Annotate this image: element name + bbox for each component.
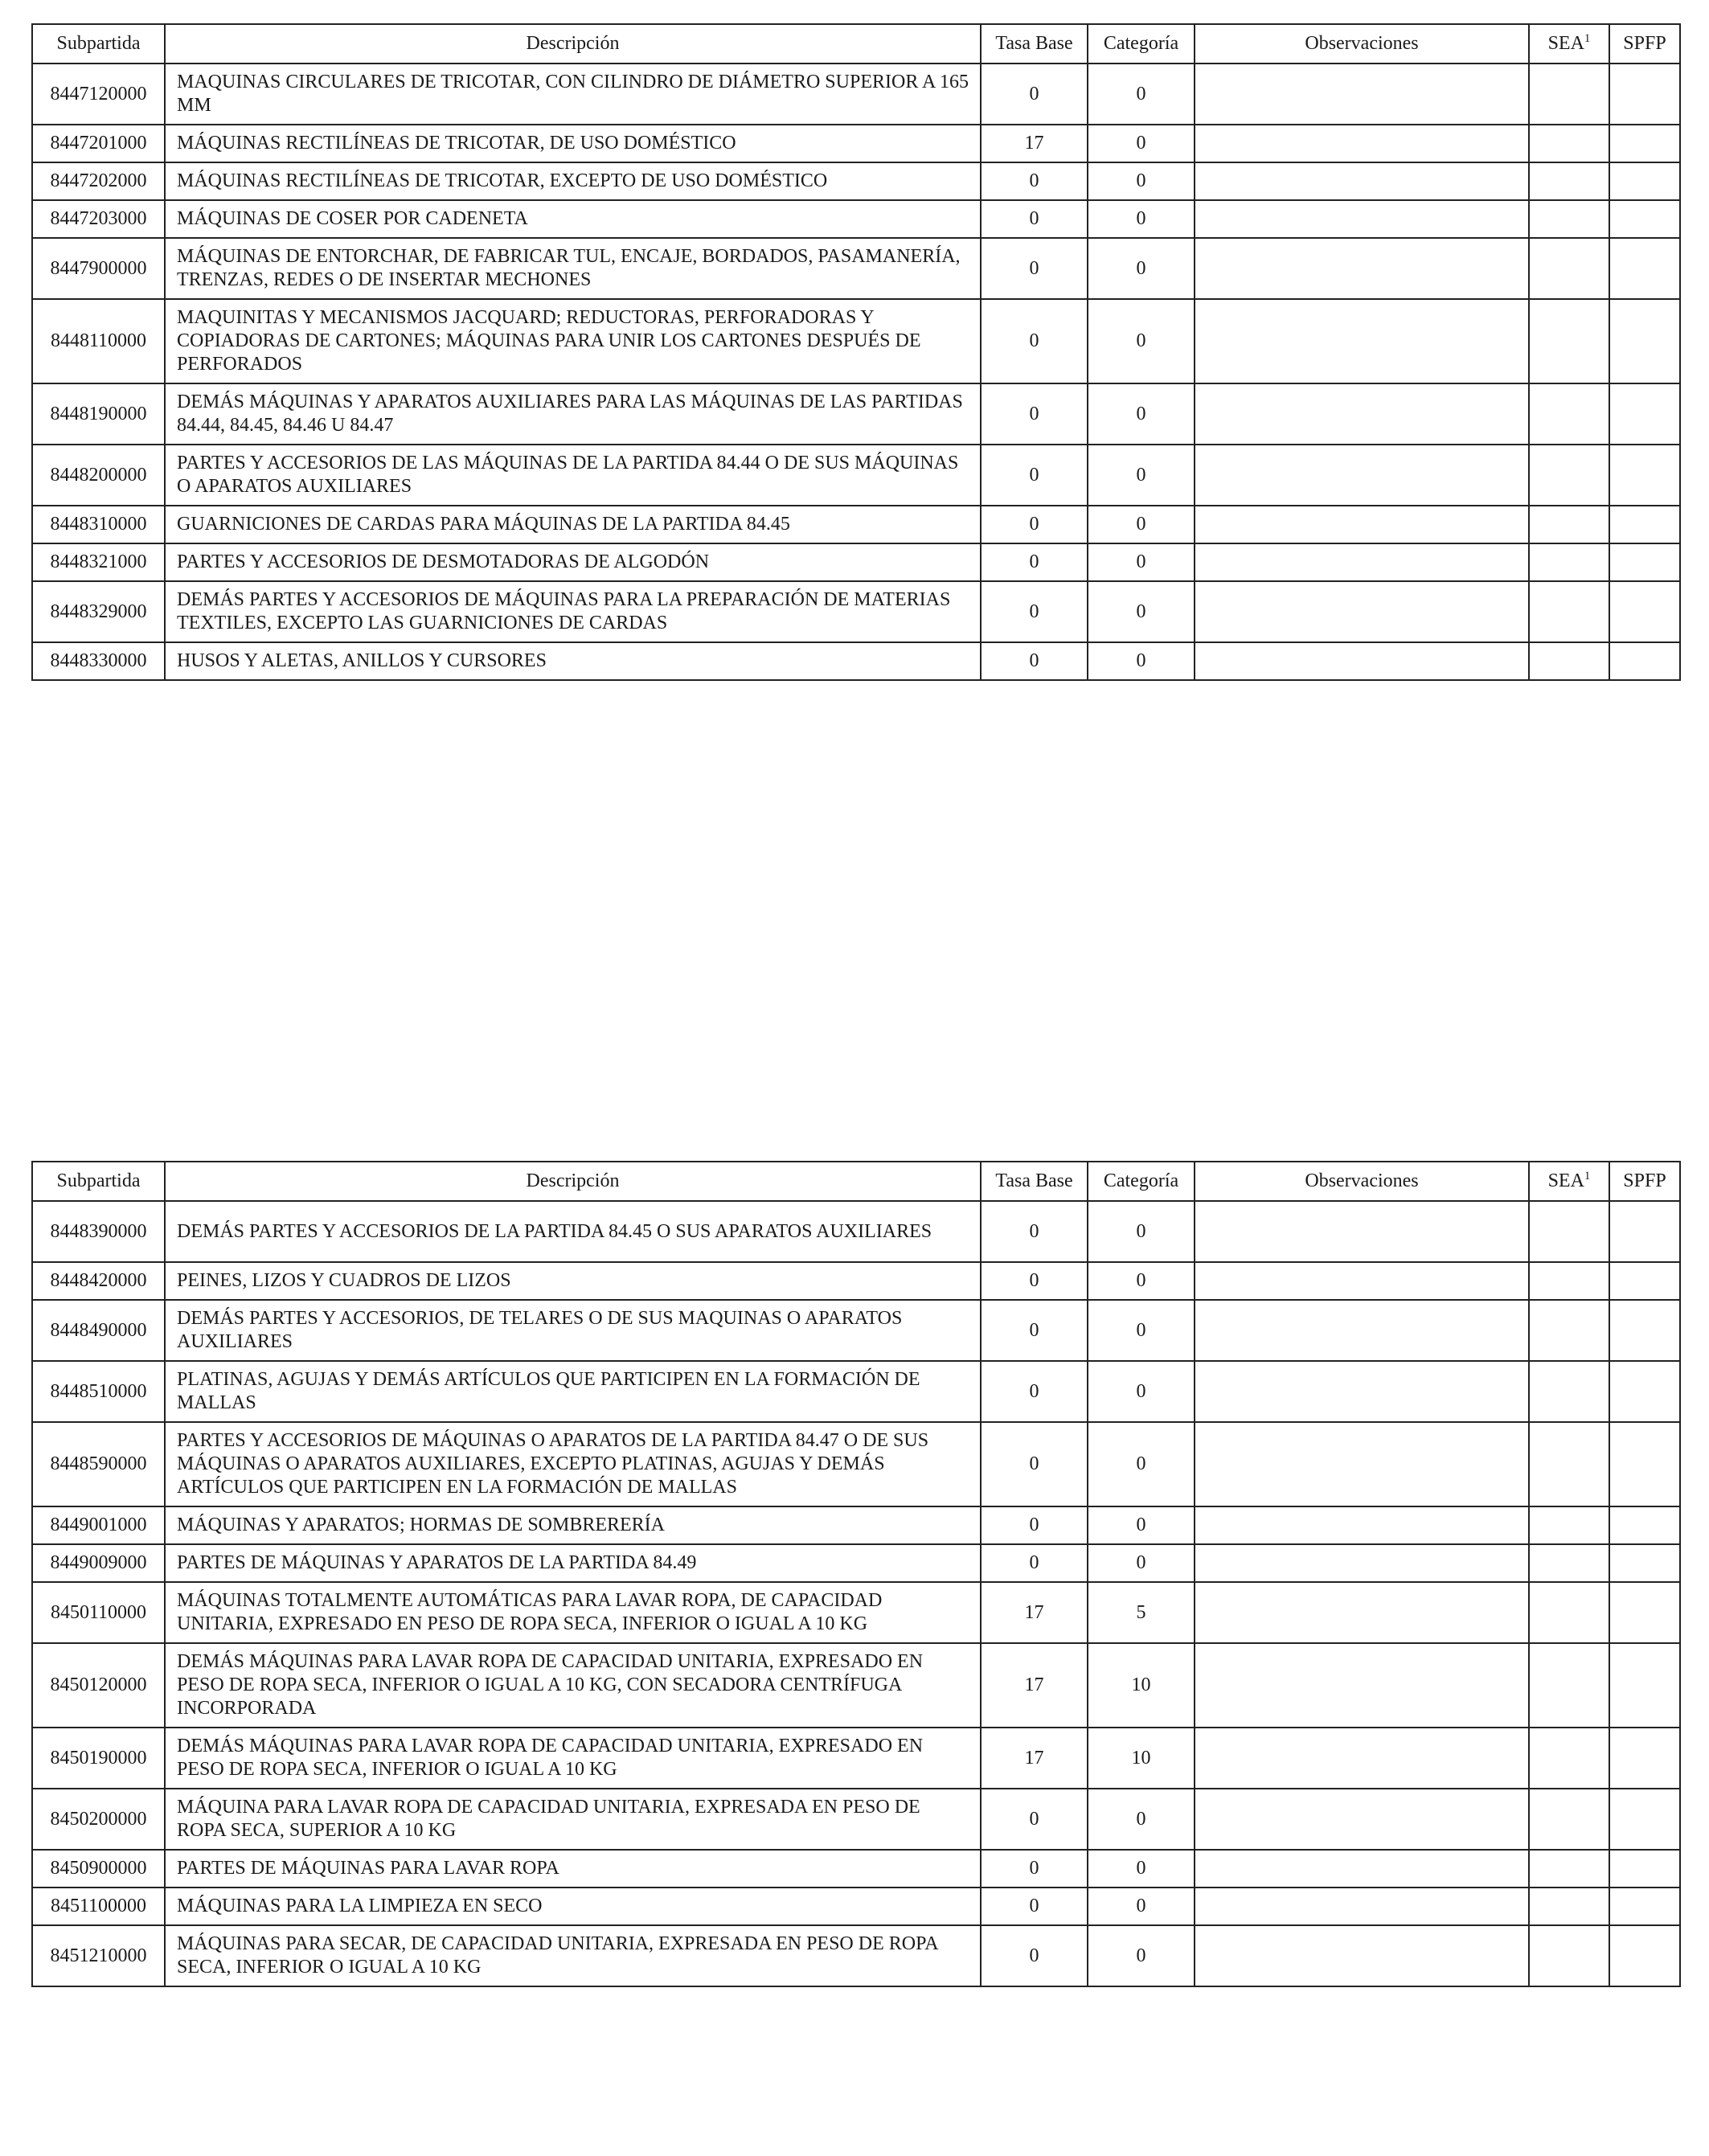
header-descripcion: Descripción: [165, 1162, 981, 1201]
header-tasa-base: Tasa Base: [981, 1162, 1088, 1201]
cell-sea: [1529, 200, 1609, 238]
cell-spfp: [1609, 543, 1680, 581]
cell-categoria: 0: [1088, 1506, 1195, 1544]
cell-subpartida: 8449001000: [32, 1506, 165, 1544]
cell-descripcion: MÁQUINAS TOTALMENTE AUTOMÁTICAS PARA LAVAR ROPA, DE CAPACIDAD UNITARIA, EXPRESADO EN PESO DE ROPA SECA, INFERIOR O IGUAL A 10 KG: [165, 1582, 981, 1643]
header-observaciones: Observaciones: [1195, 1162, 1529, 1201]
cell-tasa-base: 0: [981, 64, 1088, 125]
header-spfp: SPFP: [1609, 1162, 1680, 1201]
cell-descripcion: MÁQUINAS DE COSER POR CADENETA: [165, 200, 981, 238]
cell-tasa-base: 0: [981, 383, 1088, 445]
table-row: [32, 1888, 1680, 1925]
table-row: [32, 1262, 1680, 1300]
cell-spfp: [1609, 125, 1680, 162]
cell-sea: [1529, 1643, 1609, 1728]
table-row: [32, 1201, 1680, 1262]
table-row: [32, 1850, 1680, 1888]
cell-sea: [1529, 1888, 1609, 1925]
table-row: [32, 445, 1680, 506]
cell-categoria: 0: [1088, 64, 1195, 125]
cell-subpartida: 8451100000: [32, 1888, 165, 1925]
cell-subpartida: 8447201000: [32, 125, 165, 162]
cell-sea: [1529, 581, 1609, 642]
cell-tasa-base: 0: [981, 581, 1088, 642]
cell-observaciones: [1195, 1925, 1529, 1986]
header-tasa-base: Tasa Base: [981, 24, 1088, 64]
cell-subpartida: 8448200000: [32, 445, 165, 506]
cell-spfp: [1609, 1925, 1680, 1986]
cell-subpartida: 8450900000: [32, 1850, 165, 1888]
cell-tasa-base: 17: [981, 1643, 1088, 1728]
cell-subpartida: 8449009000: [32, 1544, 165, 1582]
cell-descripcion: MÁQUINAS RECTILÍNEAS DE TRICOTAR, EXCEPTO DE USO DOMÉSTICO: [165, 162, 981, 200]
cell-descripcion: DEMÁS MÁQUINAS PARA LAVAR ROPA DE CAPACIDAD UNITARIA, EXPRESADO EN PESO DE ROPA SECA, INFERIOR O IGUAL A 10 KG, CON SECADORA CENTRÍFUGA INCORPORADA: [165, 1643, 981, 1728]
cell-spfp: [1609, 1544, 1680, 1582]
cell-descripcion: MÁQUINAS DE ENTORCHAR, DE FABRICAR TUL, ENCAJE, BORDADOS, PASAMANERÍA, TRENZAS, REDES O DE INSERTAR MECHONES: [165, 238, 981, 299]
cell-subpartida: 8451210000: [32, 1925, 165, 1986]
cell-spfp: [1609, 200, 1680, 238]
cell-categoria: 0: [1088, 238, 1195, 299]
cell-tasa-base: 0: [981, 543, 1088, 581]
cell-observaciones: [1195, 1544, 1529, 1582]
cell-descripcion: MÁQUINAS Y APARATOS; HORMAS DE SOMBRERERÍA: [165, 1506, 981, 1544]
cell-observaciones: [1195, 1582, 1529, 1643]
cell-sea: [1529, 1262, 1609, 1300]
cell-observaciones: [1195, 1361, 1529, 1422]
header-sea-label: SEA: [1547, 1170, 1584, 1191]
cell-tasa-base: 17: [981, 1728, 1088, 1789]
cell-categoria: 0: [1088, 543, 1195, 581]
cell-observaciones: [1195, 506, 1529, 543]
cell-subpartida: 8448390000: [32, 1201, 165, 1262]
cell-spfp: [1609, 1789, 1680, 1850]
table-row: [32, 1361, 1680, 1422]
cell-categoria: 0: [1088, 1544, 1195, 1582]
cell-subpartida: 8448590000: [32, 1422, 165, 1506]
cell-sea: [1529, 1201, 1609, 1262]
table-row: [32, 125, 1680, 162]
cell-tasa-base: 0: [981, 299, 1088, 383]
table-row: [32, 1925, 1680, 1986]
tariff-table-1: [31, 23, 1681, 681]
cell-descripcion: PARTES DE MÁQUINAS PARA LAVAR ROPA: [165, 1850, 981, 1888]
cell-tasa-base: 0: [981, 1262, 1088, 1300]
cell-subpartida: 8448310000: [32, 506, 165, 543]
cell-categoria: 0: [1088, 1422, 1195, 1506]
cell-descripcion: HUSOS Y ALETAS, ANILLOS Y CURSORES: [165, 642, 981, 680]
table-body: [32, 1201, 1680, 1986]
cell-observaciones: [1195, 1850, 1529, 1888]
cell-tasa-base: 0: [981, 1300, 1088, 1361]
cell-subpartida: 8447120000: [32, 64, 165, 125]
cell-sea: [1529, 1850, 1609, 1888]
cell-descripcion: PLATINAS, AGUJAS Y DEMÁS ARTÍCULOS QUE PARTICIPEN EN LA FORMACIÓN DE MALLAS: [165, 1361, 981, 1422]
table-row: [32, 1728, 1680, 1789]
cell-subpartida: 8447900000: [32, 238, 165, 299]
table-row: [32, 581, 1680, 642]
cell-observaciones: [1195, 238, 1529, 299]
cell-sea: [1529, 1728, 1609, 1789]
cell-observaciones: [1195, 1888, 1529, 1925]
header-categoria: Categoría: [1088, 1162, 1195, 1201]
cell-spfp: [1609, 1361, 1680, 1422]
cell-categoria: 0: [1088, 1201, 1195, 1262]
cell-spfp: [1609, 445, 1680, 506]
cell-spfp: [1609, 1422, 1680, 1506]
cell-tasa-base: 0: [981, 162, 1088, 200]
cell-spfp: [1609, 1850, 1680, 1888]
cell-subpartida: 8448190000: [32, 383, 165, 445]
cell-tasa-base: 0: [981, 506, 1088, 543]
cell-tasa-base: 0: [981, 445, 1088, 506]
table-row: [32, 506, 1680, 543]
cell-observaciones: [1195, 1643, 1529, 1728]
cell-observaciones: [1195, 1300, 1529, 1361]
cell-tasa-base: 0: [981, 1888, 1088, 1925]
cell-descripcion: PARTES Y ACCESORIOS DE DESMOTADORAS DE ALGODÓN: [165, 543, 981, 581]
cell-categoria: 0: [1088, 125, 1195, 162]
cell-subpartida: 8450200000: [32, 1789, 165, 1850]
cell-categoria: 0: [1088, 581, 1195, 642]
cell-sea: [1529, 1925, 1609, 1986]
cell-spfp: [1609, 1582, 1680, 1643]
cell-subpartida: 8448110000: [32, 299, 165, 383]
cell-sea: [1529, 238, 1609, 299]
cell-sea: [1529, 125, 1609, 162]
header-spfp: SPFP: [1609, 24, 1680, 64]
table-row: [32, 543, 1680, 581]
cell-sea: [1529, 383, 1609, 445]
cell-sea: [1529, 445, 1609, 506]
cell-subpartida: 8448510000: [32, 1361, 165, 1422]
cell-sea: [1529, 1361, 1609, 1422]
table-row: [32, 64, 1680, 125]
header-sea-footnote: 1: [1584, 32, 1591, 45]
cell-tasa-base: 0: [981, 1361, 1088, 1422]
cell-categoria: 0: [1088, 383, 1195, 445]
header-sea: [1529, 1162, 1609, 1201]
cell-spfp: [1609, 642, 1680, 680]
cell-descripcion: MÁQUINAS RECTILÍNEAS DE TRICOTAR, DE USO DOMÉSTICO: [165, 125, 981, 162]
cell-tasa-base: 0: [981, 1422, 1088, 1506]
cell-tasa-base: 17: [981, 125, 1088, 162]
cell-categoria: 0: [1088, 1262, 1195, 1300]
cell-spfp: [1609, 1300, 1680, 1361]
cell-categoria: 5: [1088, 1582, 1195, 1643]
cell-subpartida: 8447202000: [32, 162, 165, 200]
cell-descripcion: DEMÁS MÁQUINAS Y APARATOS AUXILIARES PARA LAS MÁQUINAS DE LAS PARTIDAS 84.44, 84.45, 84.46 U 84.47: [165, 383, 981, 445]
cell-spfp: [1609, 64, 1680, 125]
cell-observaciones: [1195, 642, 1529, 680]
table-row: [32, 1789, 1680, 1850]
cell-tasa-base: 0: [981, 642, 1088, 680]
table-row: [32, 1544, 1680, 1582]
cell-descripcion: PEINES, LIZOS Y CUADROS DE LIZOS: [165, 1262, 981, 1300]
header-categoria: Categoría: [1088, 24, 1195, 64]
cell-subpartida: 8448321000: [32, 543, 165, 581]
cell-subpartida: 8448490000: [32, 1300, 165, 1361]
cell-spfp: [1609, 1728, 1680, 1789]
cell-observaciones: [1195, 445, 1529, 506]
header-subpartida: Subpartida: [32, 1162, 165, 1201]
cell-subpartida: 8450190000: [32, 1728, 165, 1789]
cell-observaciones: [1195, 64, 1529, 125]
cell-observaciones: [1195, 1728, 1529, 1789]
cell-descripcion: MAQUINAS CIRCULARES DE TRICOTAR, CON CILINDRO DE DIÁMETRO SUPERIOR A 165 MM: [165, 64, 981, 125]
cell-categoria: 0: [1088, 642, 1195, 680]
cell-categoria: 0: [1088, 1361, 1195, 1422]
cell-descripcion: MÁQUINAS PARA SECAR, DE CAPACIDAD UNITARIA, EXPRESADA EN PESO DE ROPA SECA, INFERIOR O IGUAL A 10 KG: [165, 1925, 981, 1986]
cell-observaciones: [1195, 543, 1529, 581]
cell-observaciones: [1195, 1422, 1529, 1506]
cell-tasa-base: 0: [981, 1201, 1088, 1262]
cell-categoria: 0: [1088, 1850, 1195, 1888]
cell-tasa-base: 0: [981, 1544, 1088, 1582]
cell-spfp: [1609, 299, 1680, 383]
cell-descripcion: DEMÁS PARTES Y ACCESORIOS DE MÁQUINAS PARA LA PREPARACIÓN DE MATERIAS TEXTILES, EXCEPTO LAS GUARNICIONES DE CARDAS: [165, 581, 981, 642]
cell-subpartida: 8448420000: [32, 1262, 165, 1300]
cell-sea: [1529, 162, 1609, 200]
cell-sea: [1529, 1544, 1609, 1582]
header-sea: [1529, 24, 1609, 64]
cell-tasa-base: 17: [981, 1582, 1088, 1643]
cell-spfp: [1609, 162, 1680, 200]
cell-descripcion: DEMÁS PARTES Y ACCESORIOS DE LA PARTIDA 84.45 O SUS APARATOS AUXILIARES: [165, 1201, 981, 1262]
cell-descripcion: MÁQUINAS PARA LA LIMPIEZA EN SECO: [165, 1888, 981, 1925]
tariff-table-2: [31, 1161, 1681, 1987]
cell-categoria: 0: [1088, 1925, 1195, 1986]
cell-observaciones: [1195, 125, 1529, 162]
cell-tasa-base: 0: [981, 1506, 1088, 1544]
header-observaciones: Observaciones: [1195, 24, 1529, 64]
cell-sea: [1529, 543, 1609, 581]
header-sea-footnote: 1: [1584, 1170, 1591, 1183]
cell-spfp: [1609, 581, 1680, 642]
cell-sea: [1529, 642, 1609, 680]
table-row: [32, 1582, 1680, 1643]
table-row: [32, 642, 1680, 680]
table-row: [32, 238, 1680, 299]
cell-categoria: 10: [1088, 1643, 1195, 1728]
table-row: [32, 162, 1680, 200]
cell-observaciones: [1195, 1789, 1529, 1850]
cell-sea: [1529, 1789, 1609, 1850]
cell-observaciones: [1195, 581, 1529, 642]
cell-observaciones: [1195, 162, 1529, 200]
cell-spfp: [1609, 1888, 1680, 1925]
cell-categoria: 0: [1088, 445, 1195, 506]
cell-tasa-base: 0: [981, 238, 1088, 299]
cell-categoria: 0: [1088, 506, 1195, 543]
table-row: [32, 1422, 1680, 1506]
table-row: [32, 299, 1680, 383]
cell-subpartida: 8447203000: [32, 200, 165, 238]
header-descripcion: Descripción: [165, 24, 981, 64]
cell-descripcion: PARTES Y ACCESORIOS DE LAS MÁQUINAS DE LA PARTIDA 84.44 O DE SUS MÁQUINAS O APARATOS AUXILIARES: [165, 445, 981, 506]
header-sea-label: SEA: [1547, 33, 1584, 54]
cell-categoria: 0: [1088, 200, 1195, 238]
cell-tasa-base: 0: [981, 200, 1088, 238]
cell-sea: [1529, 506, 1609, 543]
cell-spfp: [1609, 1506, 1680, 1544]
cell-categoria: 10: [1088, 1728, 1195, 1789]
cell-spfp: [1609, 1201, 1680, 1262]
cell-tasa-base: 0: [981, 1925, 1088, 1986]
cell-categoria: 0: [1088, 299, 1195, 383]
cell-subpartida: 8450120000: [32, 1643, 165, 1728]
cell-categoria: 0: [1088, 1789, 1195, 1850]
cell-descripcion: MÁQUINA PARA LAVAR ROPA DE CAPACIDAD UNITARIA, EXPRESADA EN PESO DE ROPA SECA, SUPERIOR A 10 KG: [165, 1789, 981, 1850]
cell-spfp: [1609, 383, 1680, 445]
cell-subpartida: 8448330000: [32, 642, 165, 680]
table-row: [32, 1506, 1680, 1544]
cell-subpartida: 8448329000: [32, 581, 165, 642]
cell-sea: [1529, 1582, 1609, 1643]
cell-observaciones: [1195, 383, 1529, 445]
cell-categoria: 0: [1088, 1300, 1195, 1361]
cell-spfp: [1609, 506, 1680, 543]
cell-categoria: 0: [1088, 1888, 1195, 1925]
cell-sea: [1529, 1506, 1609, 1544]
cell-spfp: [1609, 1643, 1680, 1728]
header-row: [32, 1162, 1680, 1201]
cell-tasa-base: 0: [981, 1850, 1088, 1888]
table-row: [32, 1643, 1680, 1728]
cell-sea: [1529, 64, 1609, 125]
cell-observaciones: [1195, 1201, 1529, 1262]
cell-sea: [1529, 1300, 1609, 1361]
cell-observaciones: [1195, 1506, 1529, 1544]
cell-spfp: [1609, 238, 1680, 299]
cell-descripcion: PARTES DE MÁQUINAS Y APARATOS DE LA PARTIDA 84.49: [165, 1544, 981, 1582]
cell-spfp: [1609, 1262, 1680, 1300]
cell-descripcion: GUARNICIONES DE CARDAS PARA MÁQUINAS DE LA PARTIDA 84.45: [165, 506, 981, 543]
header-subpartida: Subpartida: [32, 24, 165, 64]
cell-sea: [1529, 299, 1609, 383]
cell-descripcion: DEMÁS PARTES Y ACCESORIOS, DE TELARES O DE SUS MAQUINAS O APARATOS AUXILIARES: [165, 1300, 981, 1361]
cell-observaciones: [1195, 1262, 1529, 1300]
cell-descripcion: PARTES Y ACCESORIOS DE MÁQUINAS O APARATOS DE LA PARTIDA 84.47 O DE SUS MÁQUINAS O APARATOS AUXILIARES, EXCEPTO PLATINAS, AGUJAS Y DEMÁS ARTÍCULOS QUE PARTICIPEN EN LA FORMACIÓN DE MALLAS: [165, 1422, 981, 1506]
cell-subpartida: 8450110000: [32, 1582, 165, 1643]
cell-descripcion: MAQUINITAS Y MECANISMOS JACQUARD; REDUCTORAS, PERFORADORAS Y COPIADORAS DE CARTONES; MÁQUINAS PARA UNIR LOS CARTONES DESPUÉS DE PERFORADOS: [165, 299, 981, 383]
cell-categoria: 0: [1088, 162, 1195, 200]
cell-observaciones: [1195, 200, 1529, 238]
cell-descripcion: DEMÁS MÁQUINAS PARA LAVAR ROPA DE CAPACIDAD UNITARIA, EXPRESADO EN PESO DE ROPA SECA, INFERIOR O IGUAL A 10 KG: [165, 1728, 981, 1789]
table-row: [32, 1300, 1680, 1361]
cell-tasa-base: 0: [981, 1789, 1088, 1850]
table-body: [32, 64, 1680, 680]
table-row: [32, 200, 1680, 238]
cell-observaciones: [1195, 299, 1529, 383]
header-row: [32, 24, 1680, 64]
table-row: [32, 383, 1680, 445]
cell-sea: [1529, 1422, 1609, 1506]
